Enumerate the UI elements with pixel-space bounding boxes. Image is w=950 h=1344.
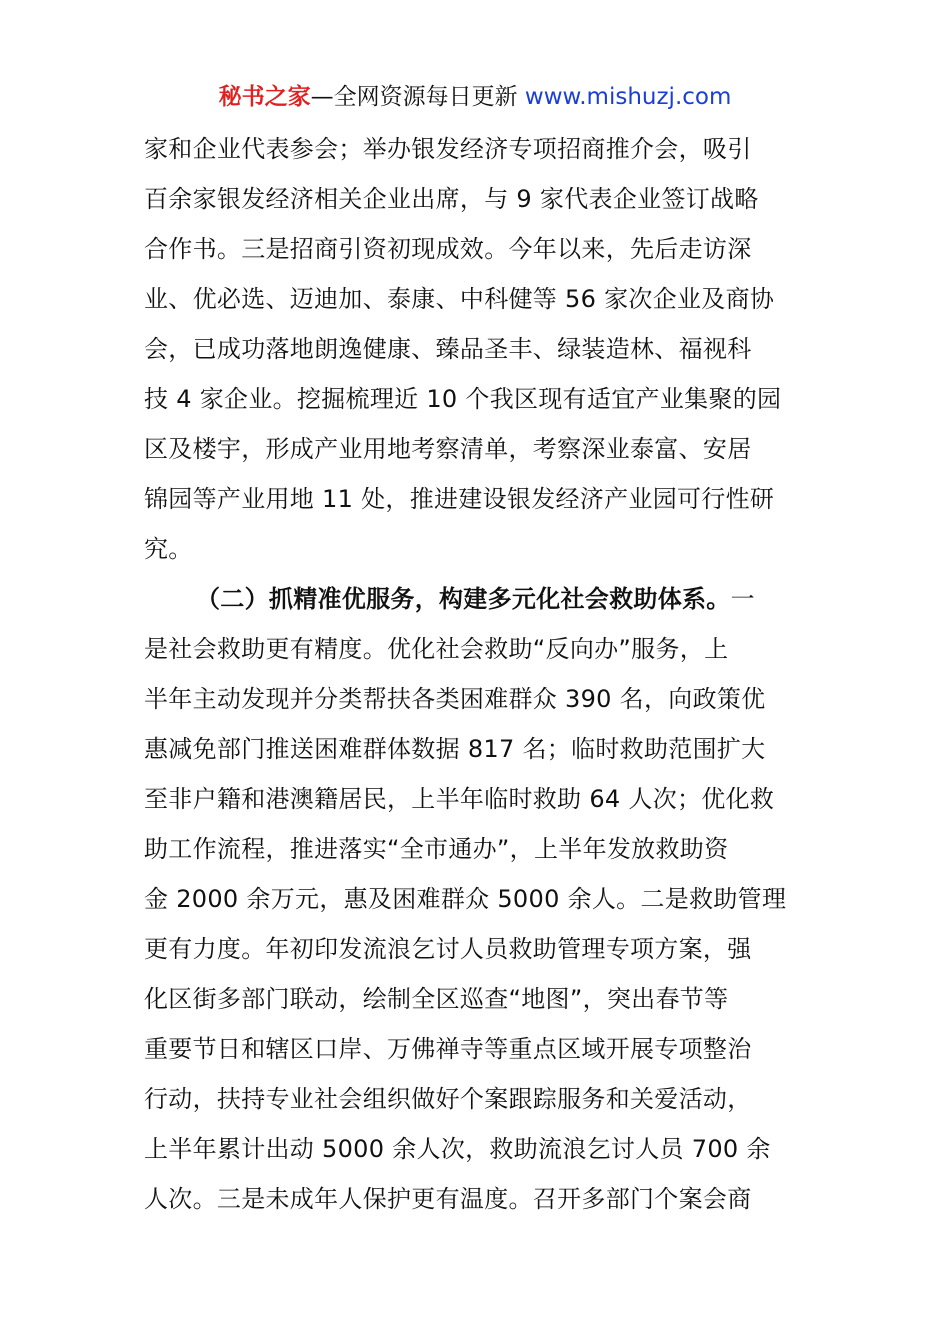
text-line: 金 2000 余万元，惠及困难群众 5000 余人。二是救助管理	[144, 885, 787, 913]
text-line: 是社会救助更有精度。优化社会救助“反向办”服务，上	[144, 635, 729, 663]
text-line: 重要节日和辖区口岸、万佛禅寺等重点区域开展专项整治	[144, 1035, 752, 1063]
section-heading-line	[144, 574, 808, 624]
section-heading: （二）抓精准优服务，构建多元化社会救助体系。	[196, 585, 731, 613]
text-line: 上半年累计出动 5000 余人次，救助流浪乞讨人员 700 余	[144, 1135, 771, 1163]
text-line: 至非户籍和港澳籍居民，上半年临时救助 64 人次；优化救	[144, 785, 775, 813]
text-line: 助工作流程，推进落实“全市通办”，上半年发放救助资	[144, 835, 729, 863]
text-line: 业、优必选、迈迪加、泰康、中科健等 56 家次企业及商协	[144, 285, 775, 313]
text-line: 更有力度。年初印发流浪乞讨人员救助管理专项方案，强	[144, 935, 752, 963]
header-tagline: —全网资源每日更新	[310, 84, 518, 110]
text-line: 区及楼宇，形成产业用地考察清单，考察深业泰富、安居	[144, 435, 752, 463]
text-line: 半年主动发现并分类帮扶各类困难群众 390 名，向政策优	[144, 685, 766, 713]
text-line: 惠减免部门推送困难群体数据 817 名；临时救助范围扩大	[144, 735, 766, 763]
text-line: 会，已成功落地朗逸健康、臻品圣丰、绿装造林、福视科	[144, 335, 752, 363]
text-line: 化区街多部门联动，绘制全区巡查“地图”，突出春节等	[144, 985, 729, 1013]
text-line: 行动，扶持专业社会组织做好个案跟踪服务和关爱活动，	[144, 1085, 752, 1113]
section-heading-tail: 一	[730, 585, 755, 613]
text-line: 百余家银发经济相关企业出席，与 9 家代表企业签订战略	[144, 185, 759, 213]
text-line: 究。	[144, 535, 193, 563]
document-body	[144, 124, 808, 1224]
brand-name: 秘书之家	[218, 84, 311, 110]
website-link[interactable]: www.mishuzj.com	[524, 84, 732, 110]
text-line: 技 4 家企业。挖掘梳理近 10 个我区现有适宜产业集聚的园	[144, 385, 782, 413]
text-line: 人次。三是未成年人保护更有温度。召开多部门个案会商	[144, 1185, 752, 1213]
text-line: 合作书。三是招商引资初现成效。今年以来，先后走访深	[144, 235, 752, 263]
text-line: 锦园等产业用地 11 处，推进建设银发经济产业园可行性研	[144, 485, 775, 513]
page-header	[0, 80, 950, 114]
text-line: 家和企业代表参会；举办银发经济专项招商推介会，吸引	[144, 135, 752, 163]
